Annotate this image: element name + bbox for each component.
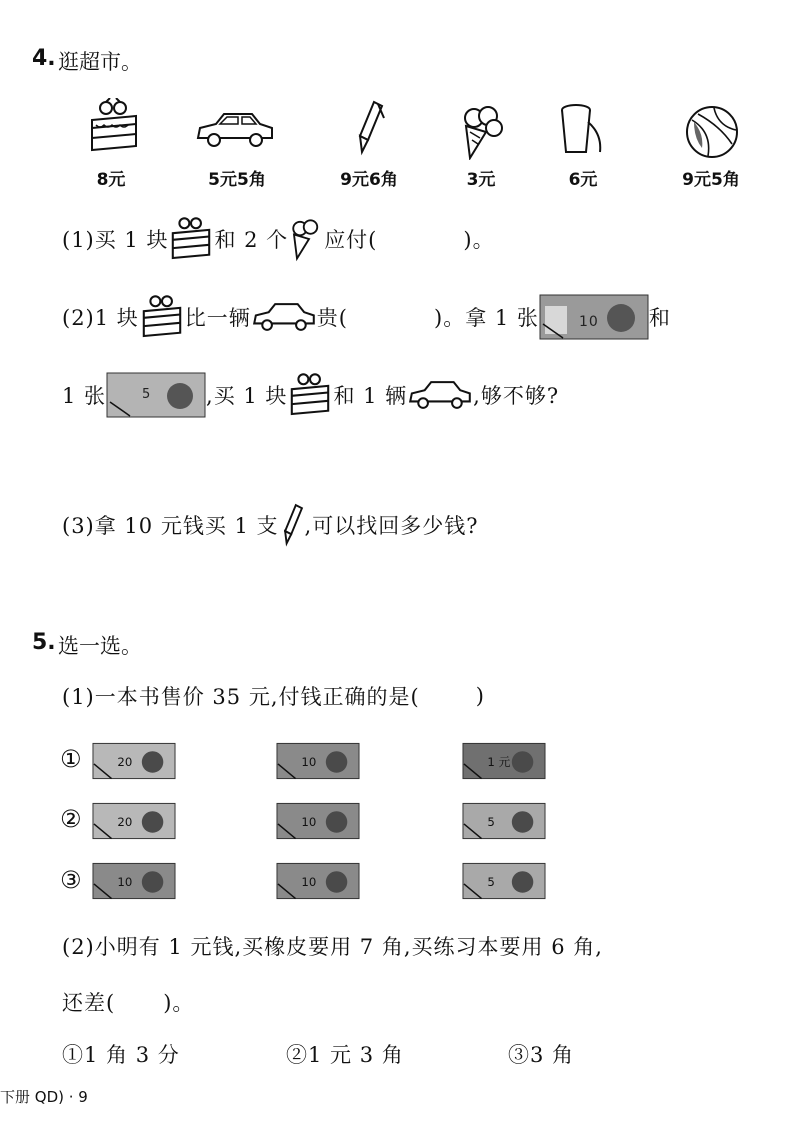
- banknote-value: 10: [301, 874, 317, 889]
- ball-icon: [684, 104, 740, 160]
- banknote-2-1: [92, 802, 176, 840]
- price-cup: 6元: [568, 170, 598, 190]
- toy-car-icon: [251, 300, 317, 334]
- q4-title: 逛超市。: [58, 50, 142, 74]
- q5-part2: (2)小明有 1 元钱,买橡皮要用 7 角,买练习本要用 6 角,: [62, 935, 603, 959]
- q5-number: 5.: [32, 630, 56, 655]
- five-yuan-note-icon: [106, 372, 206, 418]
- price-cake: 8元: [96, 170, 126, 190]
- banknote-value: 1 元: [487, 754, 511, 769]
- cake-icon: [168, 215, 214, 263]
- pen-icon: [352, 100, 386, 156]
- banknote-3-2: [276, 862, 360, 900]
- banknote-value: 10: [301, 754, 317, 769]
- ice-cream-icon: [458, 104, 506, 160]
- banknote-1-3: [462, 742, 546, 780]
- svg-text:5: 5: [142, 387, 152, 402]
- price-ball: 9元5角: [682, 170, 740, 190]
- banknote-value: 5: [487, 814, 495, 829]
- svg-text:10: 10: [578, 314, 599, 330]
- q4-part1: (1)买 1 块 和 2 个 应付( )。: [62, 214, 495, 264]
- q5-choice-2[interactable]: ②1 元 3 角: [286, 1043, 404, 1067]
- q5-choice-3[interactable]: ③3 角: [508, 1043, 575, 1067]
- banknote-3-3: [462, 862, 546, 900]
- price-car: 5元5角: [208, 170, 266, 190]
- banknote-1-2: [276, 742, 360, 780]
- q5-title: 选一选。: [58, 634, 142, 658]
- q5-choice-1[interactable]: ①1 角 3 分: [62, 1043, 180, 1067]
- q5-part2-line2: 还差( )。: [62, 991, 195, 1015]
- cake-icon: [139, 293, 185, 341]
- option-3-mark[interactable]: ③: [60, 866, 82, 894]
- pen-icon: [279, 503, 305, 547]
- banknote-2-3: [462, 802, 546, 840]
- cake-icon: [287, 371, 333, 419]
- toy-car-icon: [407, 378, 473, 412]
- option-2-mark[interactable]: ②: [60, 805, 82, 833]
- banknote-3-1: [92, 862, 176, 900]
- price-ice-cream: 3元: [466, 170, 496, 190]
- banknote-value: 20: [117, 754, 133, 769]
- banknote-value: 20: [117, 814, 133, 829]
- banknote-value: 5: [487, 874, 495, 889]
- banknote-1-1: [92, 742, 176, 780]
- ice-cream-icon: [288, 215, 324, 263]
- banknote-value: 10: [301, 814, 317, 829]
- option-1-mark[interactable]: ①: [60, 745, 82, 773]
- banknote-2-2: [276, 802, 360, 840]
- page-footer: 下册 QD) · 9: [0, 1088, 88, 1106]
- toy-car-icon: [194, 110, 276, 150]
- price-pen: 9元6角: [340, 170, 398, 190]
- ten-yuan-note-icon: [539, 294, 649, 340]
- q4-part2: (2)1 块 比一辆 贵( )。拿 1 张 10 和: [62, 292, 671, 342]
- banknote-value: 10: [117, 874, 133, 889]
- q4-part2-line2: 1 张 5 ,买 1 块 和 1 辆 ,够不够?: [62, 370, 559, 420]
- q4-part3: (3)拿 10 元钱买 1 支 ,可以找回多少钱?: [62, 500, 478, 550]
- q4-number: 4.: [32, 46, 56, 71]
- cup-icon: [556, 102, 610, 158]
- q5-part1: (1)一本书售价 35 元,付钱正确的是( ): [62, 684, 485, 709]
- cake-icon: [88, 98, 140, 156]
